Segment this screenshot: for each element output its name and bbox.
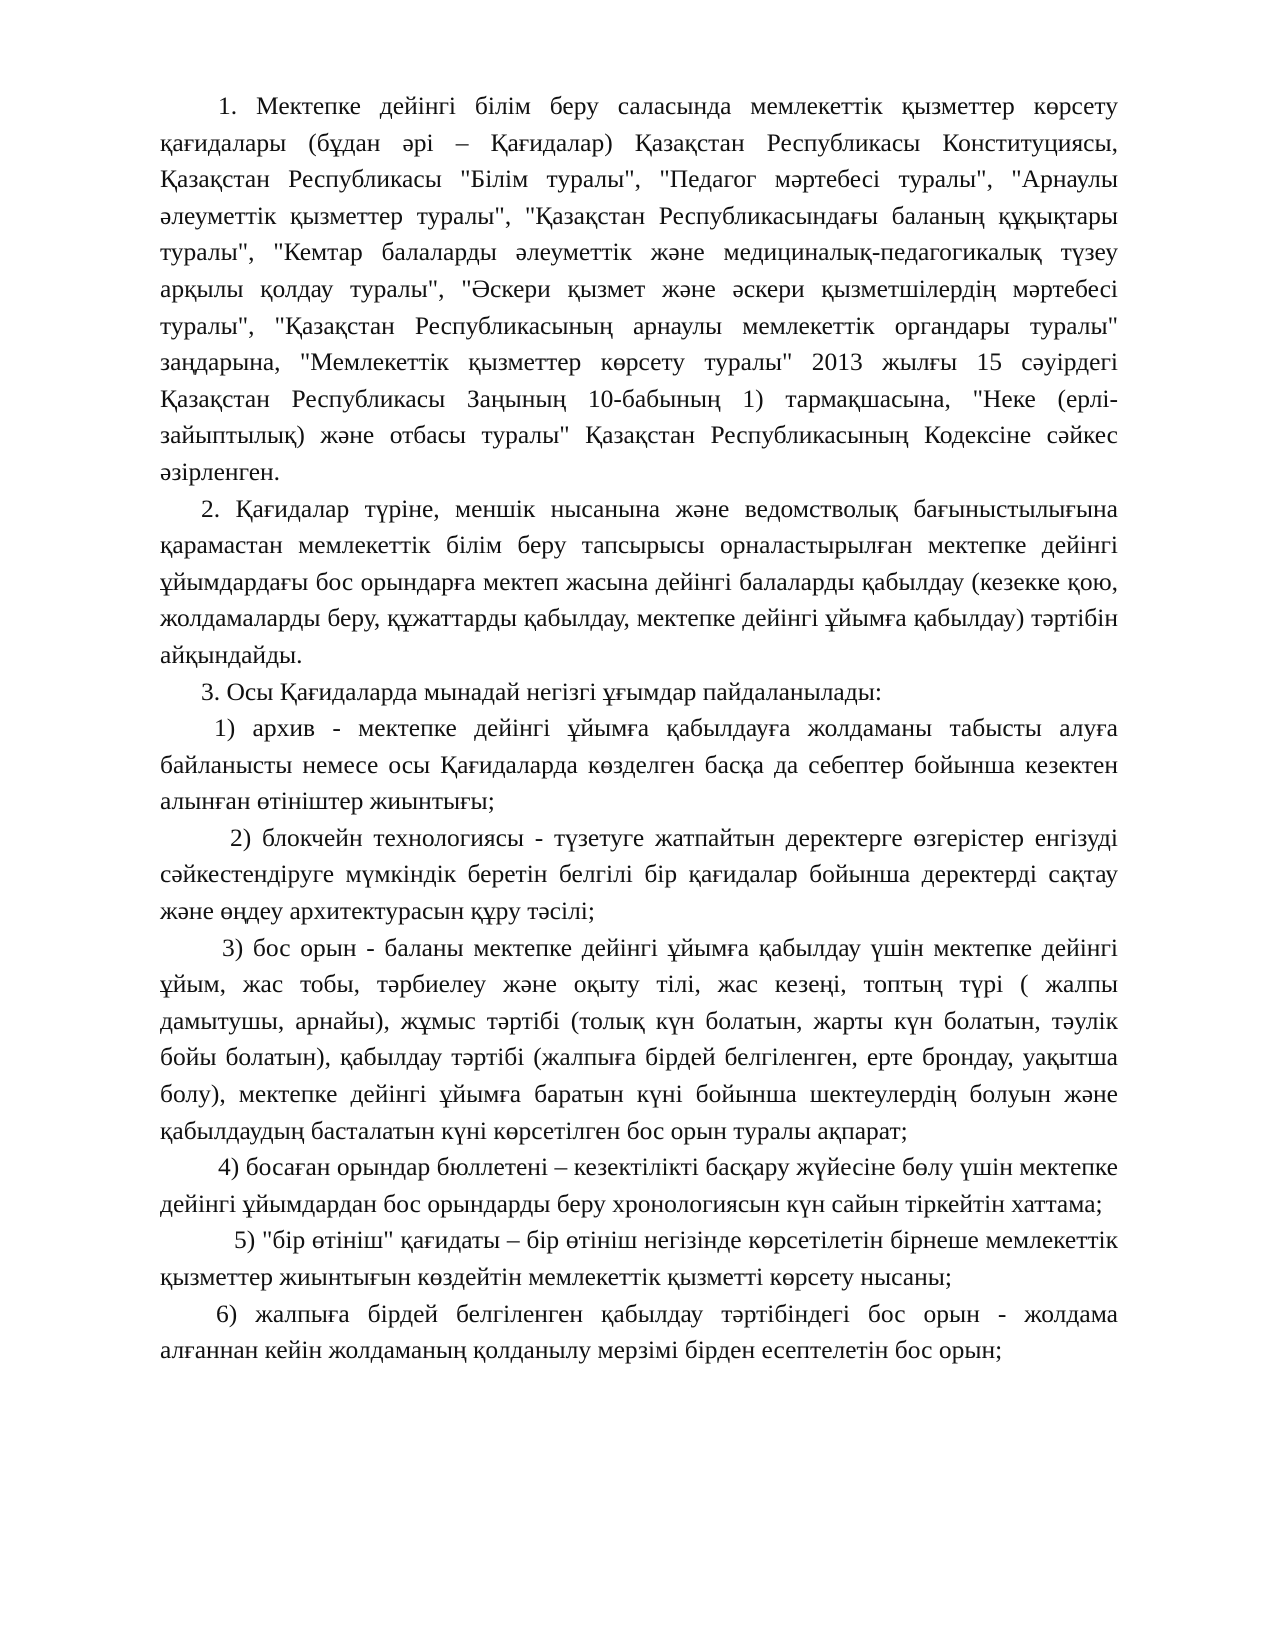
definition-item-1-archive: 1) архив - мектепке дейінгі ұйымға қабылдауға жолдаманы табысты алуға байланысты немесе осы Қағидаларда көзделген басқа да себептер бойынша кезектен алынған өтініштер жиынтығы; <box>160 713 1118 816</box>
definition-item-4-bulletin: 4) босаған орындар бюллетені – кезектілікті басқару жүйесіне бөлу үшін мектепке дейінгі ұйымдардан бос орындарды беру хронологиясын күн сайын тіркейтін хаттама; <box>160 1152 1118 1218</box>
paragraph-1-legal-basis: 1. Мектепке дейінгі білім беру саласында мемлекеттік қызметтер көрсету қағидалары (бұдан әрі – Қағидалар) Қазақстан Республикасы Конституциясы, Қазақстан Республикасы "Білім туралы", "Педагог мәртебесі туралы", "Арнаулы әлеуметтік қызметтер туралы", "Қазақстан Республикасындағы баланың құқықтары туралы", "Кемтар балаларды әлеуметтік және медициналық-педагогикалық түзеу арқылы қолдау туралы", "Әскери қызмет және әскери қызметшілердің мәртебесі туралы", "Қазақстан Республикасының арнаулы мемлекеттік органдары туралы" заңдарына, "Мемлекеттік қызметтер көрсету туралы" 2013 жылғы 15 сәуірдегі Қазақстан Республикасы Заңының 10-бабының 1) тармақшасына, "Неке (ерлі-зайыптылық) және отбасы туралы" Қазақстан Республикасының Кодексіне сәйкес әзірленген. <box>160 91 1118 486</box>
definition-item-2-blockchain: 2) блокчейн технологиясы - түзетуге жатпайтын деректерге өзгерістер енгізуді сәйкестендіруге мүмкіндік беретін белгілі бір қағидалар бойынша деректерді сақтау және өңдеу архитектурасын құру тәсілі; <box>160 822 1118 926</box>
document-page <box>160 88 1118 1369</box>
definition-item-3-vacancy: 3) бос орын - баланы мектепке дейінгі ұйымға қабылдау үшін мектепке дейінгі ұйым, жас тобы, тәрбиелеу және оқыту тілі, жас кезеңі, топтың түрі ( жалпы дамытушы, арнайы), жұмыс тәртібі (толық күн болатын, жарты күн болатын, тәулік бойы болатын), қабылдау тәртібі (жалпыға бірдей белгіленген, ерте брондау, уақытша болу), мектепке дейінгі ұйымға баратын күні бойынша шектеулердің болуын және қабылдаудың басталатын күні көрсетілген бос орын туралы ақпарат; <box>160 932 1118 1145</box>
paragraph-3-definitions-intro: 3. Осы Қағидаларда мынадай негізгі ұғымдар пайдаланылады: <box>201 676 882 706</box>
definition-item-5-one-application: 5) "бір өтініш" қағидаты – бір өтініш негізінде көрсетілетін бірнеше мемлекеттік қызметтер жиынтығын көздейтін мемлекеттік қызметті көрсету нысаны; <box>160 1225 1118 1291</box>
definition-item-6-general-vacancy: 6) жалпыға бірдей белгіленген қабылдау тәртібіндегі бос орын - жолдама алғаннан кейін жолдаманың қолданылу мерзімі бірден есептелетін бос орын; <box>160 1298 1118 1365</box>
paragraph-2-scope: 2. Қағидалар түріне, меншік нысанына және ведомстволық бағыныстылығына қарамастан мемлекеттік білім беру тапсырысы орналастырылған мектепке дейінгі ұйымдардағы бос орындарға мектеп жасына дейінгі балаларды қабылдау (кезекке қою, жолдамаларды беру, құжаттарды қабылдау, мектепке дейінгі ұйымға қабылдау) тәртібін айқындайды. <box>160 493 1118 669</box>
